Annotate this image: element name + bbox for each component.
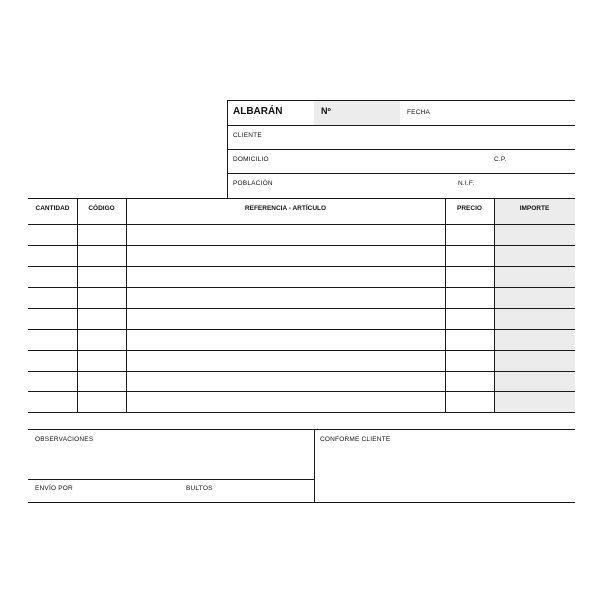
column-header-code: CÓDIGO [88, 205, 115, 212]
header-line-3 [227, 173, 575, 174]
client-conformity-label: CONFORME CLIENTE [320, 436, 391, 443]
table-row-line [28, 266, 575, 267]
column-header-price: PRECIO [457, 205, 482, 212]
header-line-1 [227, 125, 575, 126]
header-left-edge [227, 100, 228, 198]
table-top-line [28, 198, 575, 199]
date-label: FECHA [407, 109, 431, 116]
column-divider [494, 198, 495, 413]
header-line-2 [227, 149, 575, 150]
number-label: Nº [321, 106, 331, 116]
table-row-line [28, 308, 575, 309]
amount-column-shade [495, 199, 575, 412]
nif-label: N.I.F. [458, 180, 475, 187]
table-header-bottom-line [28, 224, 575, 225]
column-divider [445, 198, 446, 413]
column-header-amount: IMPORTE [519, 205, 550, 212]
postcode-label: C.P. [494, 156, 507, 163]
column-header-reference: REFERENCIA - ARTÍCULO [244, 205, 327, 212]
town-label: POBLACIÓN [233, 180, 273, 187]
column-divider [77, 198, 78, 413]
table-row-line [28, 391, 575, 392]
footer-top-line [28, 429, 575, 430]
table-row-line [28, 329, 575, 330]
table-row-line [28, 245, 575, 246]
footer-bottom-line [28, 502, 575, 503]
observations-label: OBSERVACIONES [35, 436, 94, 443]
client-label: CLIENTE [233, 132, 262, 139]
table-row-line [28, 371, 575, 372]
table-row-line [28, 287, 575, 288]
table-bottom-line [28, 412, 575, 413]
header-top-line [227, 100, 575, 101]
packages-label: BULTOS [186, 485, 213, 492]
shipping-label: ENVÍO POR [35, 485, 73, 492]
footer-divider [314, 429, 315, 503]
column-divider [126, 198, 127, 413]
address-label: DOMICILIO [233, 156, 269, 163]
column-header-quantity: CANTIDAD [35, 205, 70, 212]
document-title: ALBARÁN [233, 106, 283, 117]
table-row-line [28, 350, 575, 351]
footer-middle-line [28, 479, 314, 480]
